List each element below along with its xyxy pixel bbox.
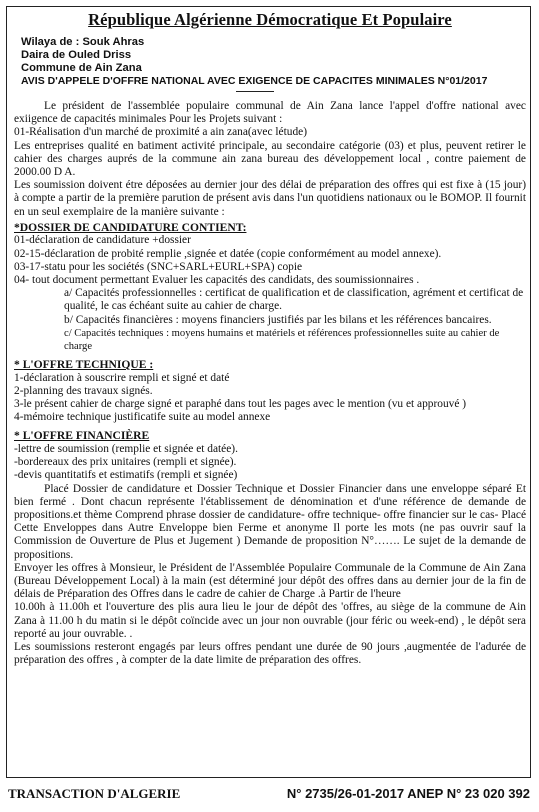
list-item: -devis quantitatifs et estimatifs (rempli et signée) bbox=[14, 469, 238, 482]
list-item: 04- tout document permettant Evaluer les capacités des candidats, des soumissionnaires . bbox=[14, 273, 420, 286]
page-title: République Algérienne Démocratique Et Populaire bbox=[88, 10, 452, 29]
list-item: 03-17-statu pour les sociétés (SNC+SARL+EURL+SPA) copie bbox=[14, 260, 303, 273]
project-line: 01-Réalisation d'un marché de proximité a ain zana(avec létude) bbox=[14, 126, 308, 139]
commune-line: Commune de Ain Zana bbox=[21, 62, 142, 74]
intro-paragraph: Le président de l'assemblée populaire communal de Ain Zana lance l'appel d'offre national avec exiigence de capacités minimales Pour les Projets suivant : bbox=[14, 100, 526, 126]
list-item: 4-mémoire technique justificatife suite au model annexe bbox=[14, 411, 271, 424]
list-item: 2-planning des travaux signés. bbox=[14, 384, 153, 397]
notice-content bbox=[14, 10, 526, 667]
capacity-technical: c/ Capacités techniques : moyens humains et matériels et références professionnelles suite au cahier de charge bbox=[64, 327, 500, 352]
opening-paragraph: 10.00h à 11.00h et l'ouverture des plis aura lieu le jour de dépôt des 'offres, au siège de la commune de Ain Zana à 11.00 h du matin si le dépôt coïncide avec un jour non ouvrable (jour féric ou week-end) , le dépôt sera reporté au jour ouvrable. . bbox=[14, 601, 526, 640]
wilaya-line: Wilaya de : Souk Ahras bbox=[21, 36, 145, 48]
list-item: -lettre de soumission (remplie et signée et datée). bbox=[14, 442, 238, 455]
list-item: 1-déclaration à souscrire rempli et signé et daté bbox=[14, 371, 230, 384]
list-item: -bordereaux des prix unitaires (rempli et signée). bbox=[14, 456, 237, 469]
capacity-financial: b/ Capacités financières : moyens financiers justifiés par les bilans et les références bancaires. bbox=[64, 313, 492, 326]
list-item: 3-le présent cahier de charge signé et paraphé dans tout les pages avec le mention (vu et approuvé ) bbox=[14, 398, 467, 411]
footer-publisher: TRANSACTION D'ALGERIE bbox=[8, 786, 181, 801]
footer-reference: N° 2735/26-01-2017 ANEP N° 23 020 392 bbox=[286, 786, 530, 801]
financiere-heading: * L'OFFRE FINANCIÈRE bbox=[14, 429, 150, 443]
submission-paragraph: Les soumission doivent étre déposées au dernier jour des délai de préparation des offres qui est fixe à (15 jour) à compte a partir de la première parution de présent avis dans l'un quotidiens nationaux ou le BOMOP. Il fournit en un seul exemplaire de la manière suivante : bbox=[14, 179, 526, 218]
eligibility-paragraph: Les entreprises qualité en batiment activité principale, au secondaire catégorie (03) et plus, peuvent retirer le cahier des charges auprés de la commune ain zana bureau des développement local , contre paiement de 2000.00 D A. bbox=[14, 139, 526, 179]
daira-line: Daira de Ouled Driss bbox=[21, 49, 132, 61]
capacity-professional: a/ Capacités professionnelles : certificat de qualification et de classification, agrément et certificat de qualité, le cas échéant suite au cahier de charge. bbox=[64, 287, 524, 313]
avis-heading: AVIS D'APPELE D'OFFRE NATIONAL AVEC EXIGENCE DE CAPACITES MINIMALES N°01/2017 bbox=[21, 75, 488, 87]
validity-paragraph: Les soumissions resteront engagés par leurs offres pendant une durée de 90 jours ,augmentée de l'adurée de préparation des offres , à compter de la date limite de préparation des offres. bbox=[14, 641, 526, 667]
divider bbox=[236, 91, 274, 92]
delivery-paragraph: Envoyer les offres à Monsieur, le Président de l'Assemblée Populaire Communale de la Commune de Ain Zana (Bureau Développement Local) à la main (est déterminé jour dépôt des offres dans au dernier jour de la fin de délais de Préparation des Offres dans le cadre de cahier de Charge .à Partir de l'heure bbox=[14, 561, 526, 601]
list-item: 02-15-déclaration de probité remplie ,signée et datée (copie conformément au model annexe). bbox=[14, 247, 442, 260]
footer bbox=[8, 786, 530, 804]
envelope-paragraph: Placé Dossier de candidature et Dossier Technique et Dossier Financier dans une enveloppe séparé Et bien fermé . Dont chacun représente l'établissement de dénomination et d'une référence de demande de propositions.et thème Comprend phrase dossier de candidature- offre technique- offre financier sur le cas- Placé Cette Enveloppes dans Autre Enveloppe bien Ferme et anonyme Il porte les mots (ne pas ouvrir sauf la Commission de Ouverture de Plus et Jugement ) Demande de proposition N°……. Le sujet de la demande de propositions. bbox=[14, 482, 526, 561]
technique-heading: * L'OFFRE TECHNIQUE : bbox=[14, 358, 154, 372]
dossier-heading: *DOSSIER DE CANDIDATURE CONTIENT: bbox=[14, 220, 247, 234]
list-item: 01-déclaration de candidature +dossier bbox=[14, 234, 191, 247]
